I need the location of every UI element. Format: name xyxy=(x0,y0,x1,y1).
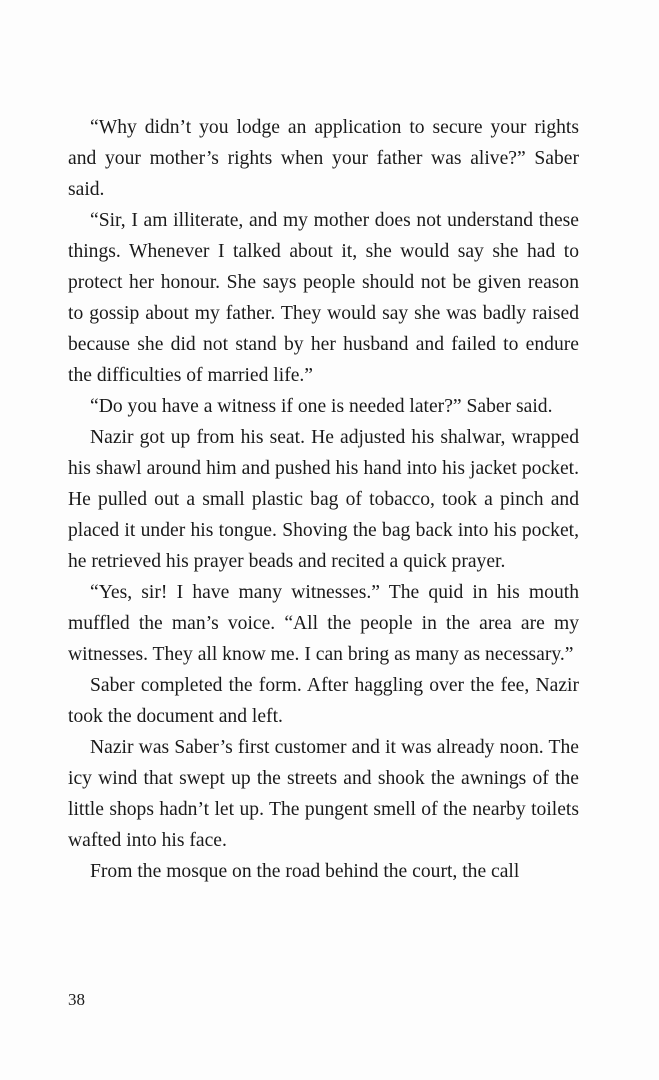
paragraph-7: Nazir was Saber’s first customer and it was already noon. The icy wind that swept up the streets and shook the awnings of the little shops hadn’t let up. The pungent smell of the nearby toilets wafted into his face. xyxy=(68,737,579,851)
paragraph-8: From the mosque on the road behind the court, the call xyxy=(90,861,520,882)
body-text xyxy=(68,112,579,887)
paragraph-1: “Why didn’t you lodge an application to secure your rights and your mother’s rights when your father was alive?” Saber said. xyxy=(68,117,579,200)
paragraph-2: “Sir, I am illiterate, and my mother does not understand these things. Whenever I talked about it, she would say she had to protect her honour. She says people should not be given reason to gossip about my father. They would say she was badly raised because she did not stand by her husband and failed to endure the difficulties of married life.” xyxy=(68,210,579,386)
paragraph-4: Nazir got up from his seat. He adjusted his shalwar, wrapped his shawl around him and pushed his hand into his jacket pocket. He pulled out a small plastic bag of tobacco, took a pinch and placed it under his tongue. Shoving the bag back into his pocket, he retrieved his prayer beads and recited a quick prayer. xyxy=(68,427,579,572)
page-number: 38 xyxy=(68,990,85,1009)
paragraph-3: “Do you have a witness if one is needed later?” Saber said. xyxy=(90,396,553,417)
paragraph-5: “Yes, sir! I have many witnesses.” The quid in his mouth muffled the man’s voice. “All the people in the area are my witnesses. They all know me. I can bring as many as necessary.” xyxy=(68,582,579,665)
paragraph-6: Saber completed the form. After haggling over the fee, Nazir took the document and left. xyxy=(68,675,579,727)
